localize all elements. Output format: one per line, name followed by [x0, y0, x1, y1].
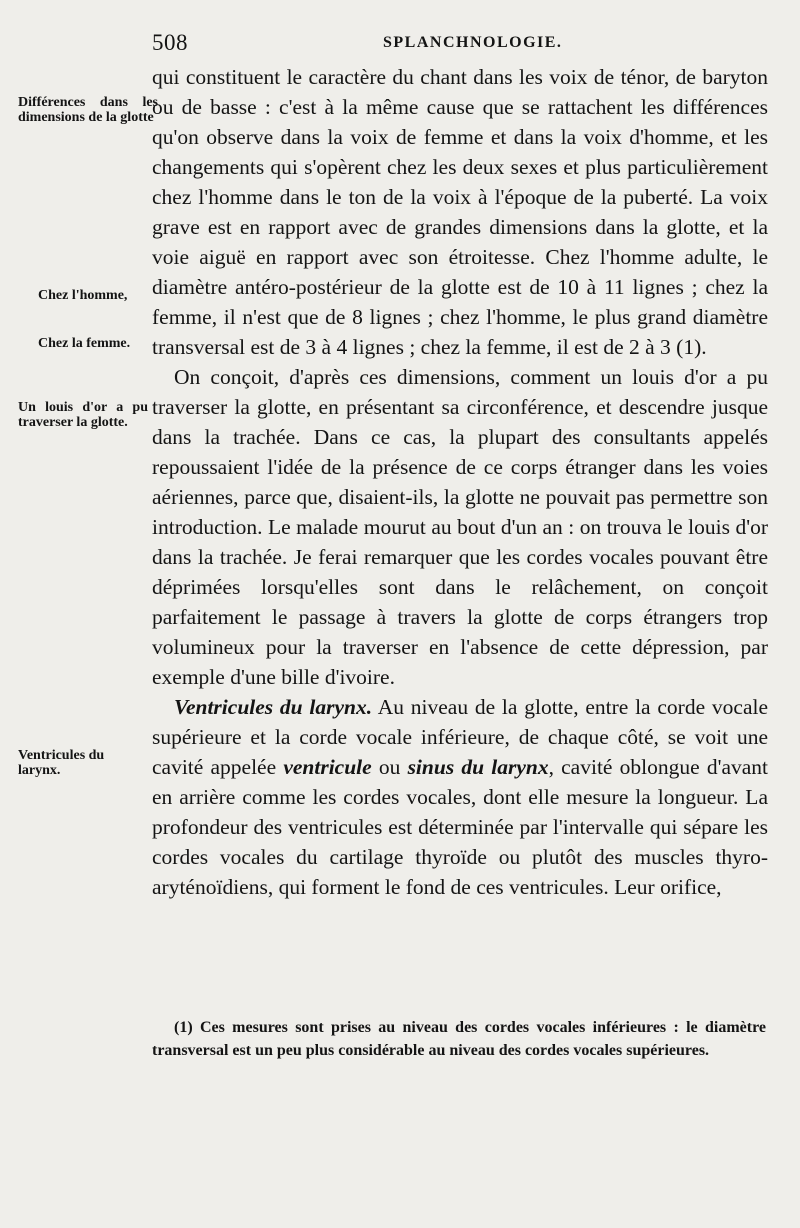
paragraph-louis-d-or: On conçoit, d'après ces dimensions, comment un louis d'or a pu traverser la glotte, en présentant sa circonférence, et descendre jusque dans la trachée. Dans ce cas, la plupart des consultants appelés repoussaient l'idée de la présence de ce corps étranger dans les voies aériennes, parce que, disaient-ils, la glotte ne pouvait pas permettre son introduction. Le malade mourut au bout d'un an : on trouva le louis d'or dans la trachée. Je ferai remarquer que les cordes vocales pouvant être déprimées lorsqu'elles sont dans le relâchement, on conçoit parfaitement le passage à travers la glotte de corps étrangers trop volumineux pour la traverser en l'absence de cette dépression, par exemple d'une bille d'ivoire.: [152, 365, 768, 689]
ventricles-text-2: ou: [371, 755, 408, 779]
margin-note-louis-d-or: Un louis d'or a pu traverser la glotte.: [18, 400, 148, 430]
margin-note-ventricules: Ventricules du larynx.: [18, 748, 105, 778]
margin-note-chez-femme: Chez la femme.: [38, 336, 131, 351]
page-header: [0, 28, 800, 62]
footnote: (1) Ces mesures sont prises au niveau des cordes vocales inférieures : le diamètre transversal est un peu plus considérable au niveau des cordes vocales supérieures.: [152, 1019, 766, 1059]
term-sinus: sinus du larynx: [407, 755, 549, 779]
body-text: [152, 62, 768, 902]
ventricles-text-1: Au niveau de la glotte, entre la corde vocale supérieure et la corde vocale inférieure, de chaque côté, se voit une cavité appelée: [152, 695, 768, 779]
running-title: SPLANCHNOLOGIE.: [383, 34, 563, 51]
section-title: Ventricules du larynx.: [174, 695, 373, 719]
margin-note-chez-homme: Chez l'homme,: [38, 288, 128, 303]
ventricles-text-3: , cavité oblongue d'avant en arrière comme les cordes vocales, dont elle mesure la longueur. La profondeur des ventricules est déterminée par l'intervalle qui sépare les cordes vocales du cartilage thyroïde ou plutôt des muscles thyro-aryténoïdiens, qui forment le fond de ces ventricules. Leur orifice,: [152, 755, 769, 899]
paragraph-ventricles: [152, 692, 768, 902]
page-number: 508: [152, 30, 188, 55]
margin-note-differences: Différences dans les dimensions de la glotte: [18, 95, 158, 125]
paragraph-voice: qui constituent le caractère du chant dans les voix de ténor, de baryton ou de basse : c'est à la même cause que se rattachent les différences qu'on observe dans la voix de femme et dans la voix d'homme, et les changements qui s'opèrent chez les deux sexes et plus particulièrement chez l'homme dans le ton de la voix à l'époque de la puberté. La voix grave est en rapport avec de grandes dimensions dans la glotte, et la voie aiguë en rapport avec son étroitesse. Chez l'homme adulte, le diamètre antéro-postérieur de la glotte est de 10 à 11 lignes ; chez la femme, il n'est que de 8 lignes ; chez l'homme, le plus grand diamètre transversal est de 3 à 4 lignes ; chez la femme, il est de 2 à 3 (1).: [152, 65, 768, 359]
term-ventricule: ventricule: [283, 755, 372, 779]
